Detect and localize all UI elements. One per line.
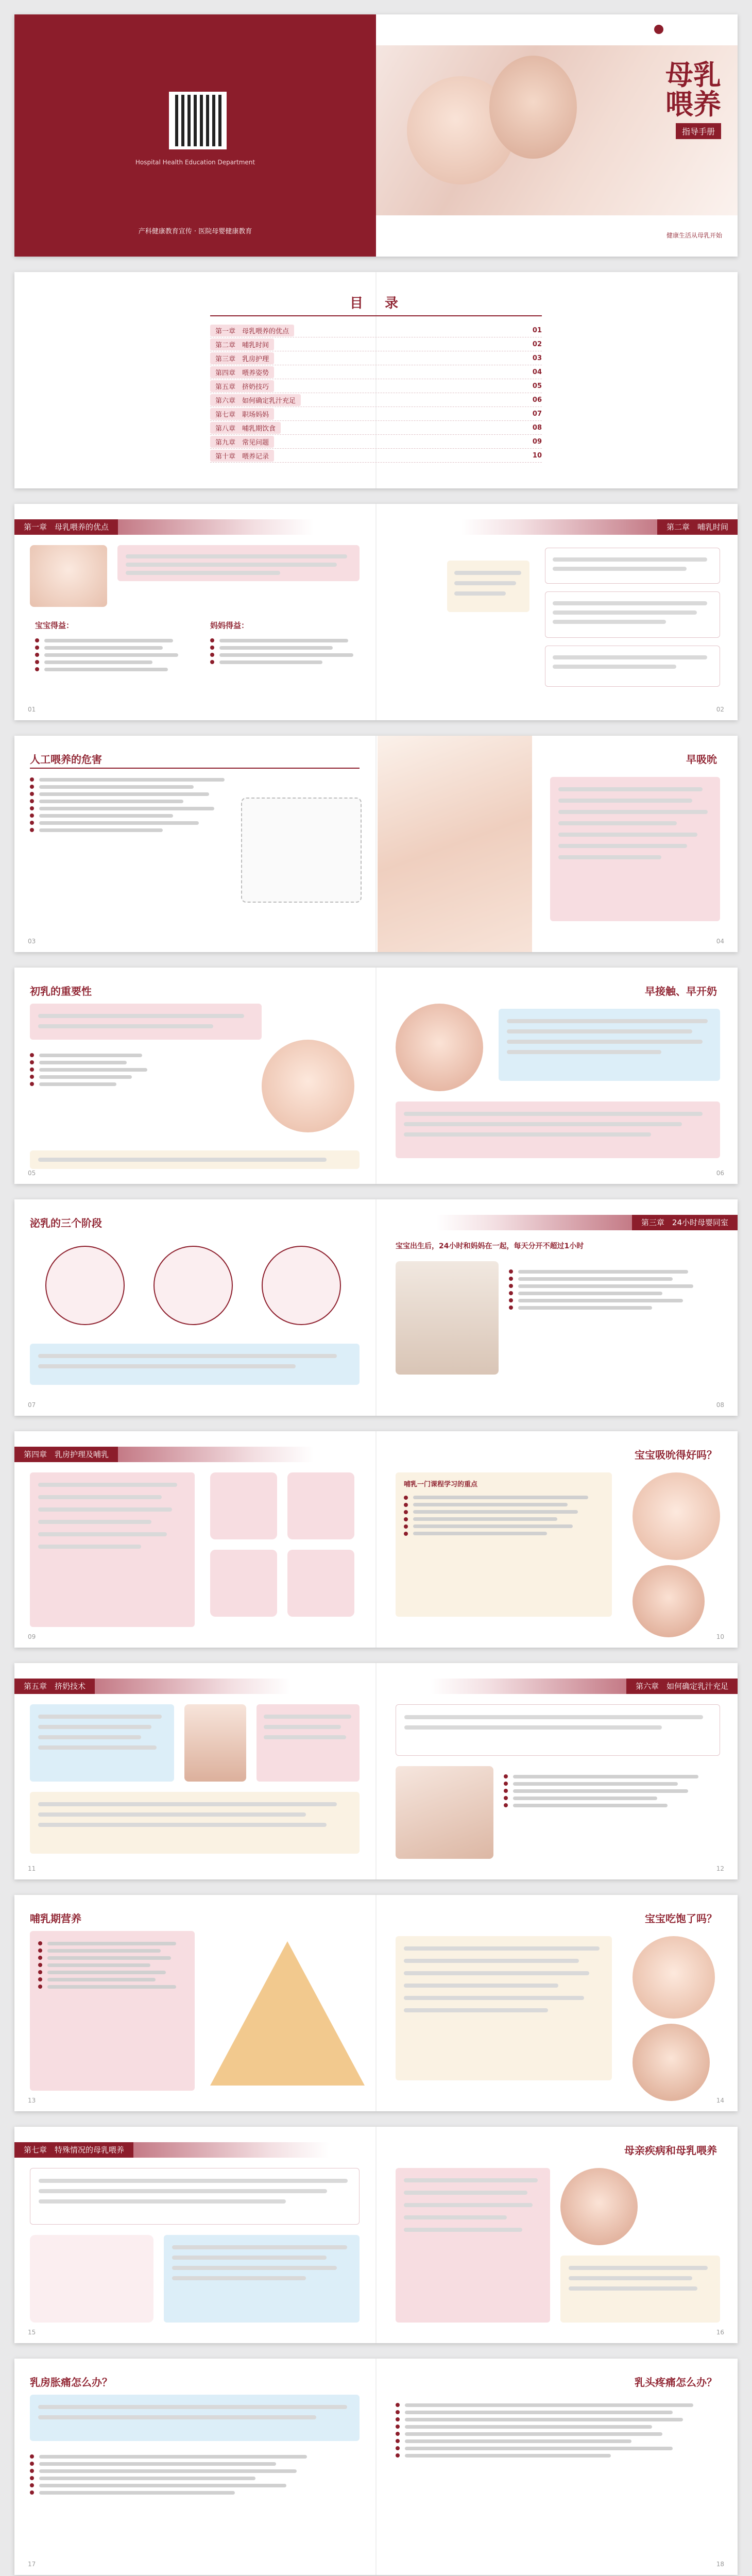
rooming-in-title: 宝宝出生后，24小时和妈妈在一起，每天分开不超过1小时 <box>396 1242 584 1250</box>
toc-item-page: 05 <box>532 382 542 390</box>
special-milk-title: 母亲疾病和母乳喂养 <box>624 2144 717 2157</box>
toc-item-label: 第二章 哺乳时间 <box>210 338 274 350</box>
page-number: 04 <box>716 938 724 945</box>
diet-title: 哺乳期营养 <box>30 1912 81 1925</box>
baby-face-photo-2 <box>633 1565 705 1637</box>
toc-item-page: 07 <box>532 410 542 418</box>
stage-circle-3 <box>262 1246 341 1325</box>
stage-circle-1 <box>45 1246 125 1325</box>
disease-box-2 <box>560 2256 720 2323</box>
qr-code <box>169 92 227 149</box>
position-illustration-3 <box>210 1550 277 1617</box>
toc-item[interactable] <box>210 435 542 449</box>
toc-item-page: 06 <box>532 396 542 404</box>
back-cover <box>14 14 376 257</box>
toc-item[interactable] <box>210 324 542 337</box>
page-number: 09 <box>28 1633 36 1640</box>
toc-item-label: 第三章 乳房护理 <box>210 352 274 364</box>
toc-item-label: 第十章 喂养记录 <box>210 450 274 462</box>
toc-divider <box>210 315 542 316</box>
page-number: 12 <box>716 1865 724 1872</box>
expressing-box-1 <box>30 1704 174 1782</box>
toc-item[interactable] <box>210 351 542 365</box>
toc-item-label: 第六章 如何确定乳汁充足 <box>210 394 301 406</box>
toc-item[interactable] <box>210 337 542 351</box>
spread-expressing <box>14 1663 738 1879</box>
baby-benefit-list <box>35 635 190 674</box>
formula-risk-divider <box>30 768 360 769</box>
spread-special <box>14 2127 738 2343</box>
baby-benefit-heading: 宝宝得益： <box>35 621 74 630</box>
happy-baby-photo-2 <box>633 2024 710 2101</box>
toc-item[interactable] <box>210 393 542 407</box>
good-attach-heading: 哺乳一门课程学习的重点 <box>404 1481 478 1488</box>
positions-steps-box <box>30 1472 195 1627</box>
page-number: 02 <box>716 706 724 713</box>
mother-baby-photo <box>396 1766 493 1859</box>
position-illustration-2 <box>287 1472 354 1539</box>
toc-item-page: 02 <box>532 340 542 348</box>
page-number: 18 <box>716 2561 724 2568</box>
chapter-4-tag: 第四章 乳房护理及哺乳 <box>14 1447 118 1462</box>
mom-benefit-list <box>210 635 365 667</box>
front-cover <box>376 14 738 257</box>
chapter-1-tag: 第一章 母乳喂养的优点 <box>14 519 118 535</box>
toc-spread <box>14 272 738 488</box>
toc-item[interactable] <box>210 379 542 393</box>
cartoon-mothers <box>30 2235 153 2323</box>
good-attach-box <box>396 1472 612 1617</box>
cover-title-2: 喂养 <box>665 88 721 121</box>
toc-item-page: 04 <box>532 368 542 376</box>
formula-risk-title: 人工喂养的危害 <box>30 753 102 766</box>
cover-title-1: 母乳 <box>665 59 721 91</box>
back-org-line: 产科健康教育宣传 · 医院母婴健康教育 <box>138 228 252 235</box>
stage-circle-2 <box>153 1246 233 1325</box>
ch1-intro-box <box>117 545 360 581</box>
toc-title: 目 录 <box>349 296 402 311</box>
spread-colostrum <box>14 968 738 1184</box>
page-number: 11 <box>28 1865 36 1872</box>
nipple-care-box <box>30 2395 360 2441</box>
toc-item-label: 第一章 母乳喂养的优点 <box>210 325 294 336</box>
early-contact-box <box>499 1009 720 1081</box>
position-illustration-1 <box>210 1472 277 1539</box>
early-suckle-title: 早吸吮 <box>686 753 717 766</box>
colostrum-note <box>30 1150 360 1169</box>
enough-milk-box <box>396 1704 720 1756</box>
baby-fed-box <box>396 1936 612 2080</box>
mastitis-list <box>396 2400 720 2461</box>
enough-milk-list <box>504 1771 720 1810</box>
chapter-7-tag: 第七章 特殊情况的母乳喂养 <box>14 2142 133 2158</box>
toc-item[interactable] <box>210 421 542 435</box>
chapter-5-tag: 第五章 挤奶技术 <box>14 1679 95 1694</box>
toc-item[interactable] <box>210 407 542 421</box>
page-number: 07 <box>28 1401 36 1409</box>
ch2-center-box <box>447 561 529 612</box>
disease-box-1 <box>396 2168 550 2323</box>
expressing-photo <box>184 1704 246 1782</box>
spread-ch1-ch2 <box>14 504 738 720</box>
early-contact-box-2 <box>396 1101 720 1158</box>
nipple-care-list <box>30 2451 360 2498</box>
rooming-in-list <box>509 1266 715 1313</box>
toc-item-page: 08 <box>532 423 542 432</box>
three-stages-note <box>30 1344 360 1385</box>
hospital-logo-icon <box>654 25 663 34</box>
newborn-photo <box>262 1040 354 1132</box>
three-stages-title: 泌乳的三个阶段 <box>30 1217 102 1229</box>
page-number: 10 <box>716 1633 724 1640</box>
spread-formula-risk <box>14 736 738 952</box>
page-number: 06 <box>716 1170 724 1177</box>
nipple-care-title: 乳房胀痛怎么办？ <box>30 2376 112 2388</box>
toc-list <box>210 324 542 463</box>
expressing-box-3 <box>30 1792 360 1854</box>
toc-item-page: 10 <box>532 451 542 460</box>
food-pyramid-illustration <box>210 1941 365 2086</box>
page-number: 13 <box>28 2097 36 2104</box>
toc-item-page: 01 <box>532 326 542 334</box>
page-number: 01 <box>28 706 36 713</box>
mastitis-title: 乳头疼痛怎么办？ <box>635 2376 717 2388</box>
mother-breastfeeding-photo <box>378 736 532 952</box>
toc-item[interactable] <box>210 365 542 379</box>
special-box <box>164 2235 360 2323</box>
ward-photo <box>396 1261 499 1375</box>
page-number: 15 <box>28 2329 36 2336</box>
toc-item-label: 第八章 哺乳期饮食 <box>210 422 281 434</box>
toc-item-label: 第七章 职场妈妈 <box>210 408 274 420</box>
colostrum-highlight <box>30 1004 262 1040</box>
diet-box <box>30 1931 195 2091</box>
position-illustration-4 <box>287 1550 354 1617</box>
feeding-baby-photo <box>560 2168 638 2245</box>
page-number: 05 <box>28 1170 36 1177</box>
chapter-2-tag: 第二章 哺乳时间 <box>657 519 738 535</box>
chapter-3-tag: 第三章 24小时母婴同室 <box>632 1215 738 1230</box>
early-contact-title: 早接触、早开奶 <box>645 985 717 997</box>
expressing-box-2 <box>257 1704 360 1782</box>
early-suckle-box <box>550 777 720 921</box>
cover-footer-caption: 健康生活从母乳开始 <box>666 232 722 239</box>
ch2-item-box-1 <box>545 548 720 584</box>
spread-breast-problems <box>14 2359 738 2575</box>
baby-face-photo-1 <box>633 1472 720 1560</box>
cover-spread <box>14 14 738 257</box>
breastfeeding-closeup-photo <box>396 1004 483 1091</box>
toc-item-page: 03 <box>532 354 542 362</box>
enough-milk-title: 宝宝吃饱了吗？ <box>645 1912 717 1925</box>
cover-title-block <box>618 61 721 139</box>
page-number: 16 <box>716 2329 724 2336</box>
toc-item-label: 第九章 常见问题 <box>210 436 274 448</box>
spread-diet <box>14 1895 738 2111</box>
cartoon-illustration <box>241 798 362 903</box>
page-number: 17 <box>28 2561 36 2568</box>
toc-item[interactable] <box>210 449 542 463</box>
mom-benefit-heading: 妈妈得益： <box>210 621 249 630</box>
toc-item-label: 第四章 喂养姿势 <box>210 366 274 378</box>
chapter-6-tag: 第六章 如何确定乳汁充足 <box>626 1679 738 1694</box>
colostrum-title: 初乳的重要性 <box>30 985 92 997</box>
ch2-item-box-3 <box>545 646 720 687</box>
spread-positions <box>14 1431 738 1648</box>
happy-baby-photo-1 <box>633 1936 715 2019</box>
toc-item-page: 09 <box>532 437 542 446</box>
page-number: 08 <box>716 1401 724 1409</box>
spread-three-stages <box>14 1199 738 1416</box>
colostrum-list <box>30 1050 184 1089</box>
back-address: Hospital Health Education Department <box>135 159 255 166</box>
special-intro-box <box>30 2168 360 2225</box>
page-number: 03 <box>28 938 36 945</box>
toc-item-label: 第五章 挤奶技巧 <box>210 380 274 392</box>
how-feed-title: 宝宝吸吮得好吗？ <box>635 1449 717 1461</box>
ch2-item-box-2 <box>545 591 720 638</box>
baby-photo <box>30 545 107 607</box>
page-number: 14 <box>716 2097 724 2104</box>
cover-subtitle: 指导手册 <box>676 123 721 139</box>
formula-risk-list <box>30 774 236 835</box>
